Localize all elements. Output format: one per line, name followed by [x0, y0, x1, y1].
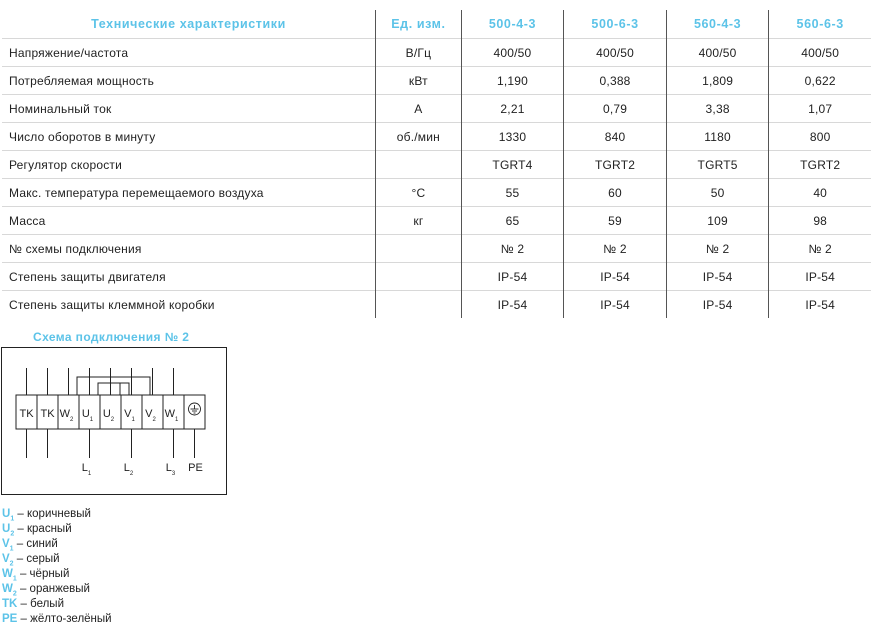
param-value: 800: [769, 123, 871, 151]
param-unit: °С: [376, 179, 462, 207]
param-value: 65: [461, 207, 564, 235]
param-value: IP-54: [461, 291, 564, 319]
param-name: Потребляемая мощность: [2, 67, 376, 95]
param-unit: А: [376, 95, 462, 123]
terminal-label: $V_2$: [145, 408, 156, 423]
terminal-label: $U_2$: [102, 408, 115, 423]
param-value: 1,07: [769, 95, 871, 123]
legend-item: [2, 582, 112, 597]
bridge-links: [77, 377, 150, 395]
param-name: Степень защиты клеммной коробки: [2, 291, 376, 319]
param-value: 840: [564, 123, 667, 151]
table-row: [2, 95, 871, 123]
param-value: 109: [666, 207, 769, 235]
param-name: Напряжение/частота: [2, 39, 376, 67]
param-name: Масса: [2, 207, 376, 235]
param-value: 0,622: [769, 67, 871, 95]
param-value: TGRT2: [769, 151, 871, 179]
table-row: [2, 235, 871, 263]
param-value: 59: [564, 207, 667, 235]
param-value: 50: [666, 179, 769, 207]
bridge-link-u1-u2: [98, 383, 120, 395]
header-unit: Ед. изм.: [376, 10, 462, 39]
table-row: [2, 263, 871, 291]
param-value: TGRT4: [461, 151, 564, 179]
wiring-diagram: [0, 346, 230, 498]
specs-table: [2, 10, 871, 318]
param-value: IP-54: [769, 263, 871, 291]
header-params: Технические характеристики: [91, 17, 286, 31]
param-value: IP-54: [564, 263, 667, 291]
bridge-link-u2-v1: [120, 383, 129, 395]
param-unit: [376, 235, 462, 263]
table-row: [2, 39, 871, 67]
param-unit: [376, 263, 462, 291]
header-model-2: 500-6-3: [564, 10, 667, 39]
legend-text: – красный: [14, 523, 72, 535]
legend-text: – синий: [13, 538, 58, 550]
legend-code: $U_1$: [2, 508, 15, 523]
param-value: 40: [769, 179, 871, 207]
legend-text: – белый: [17, 598, 65, 610]
legend-text: – коричневый: [14, 508, 91, 520]
param-value: 1,190: [461, 67, 564, 95]
table-row: [2, 207, 871, 235]
legend-code: PE: [2, 613, 18, 625]
terminal-label: TK: [19, 408, 34, 420]
legend-item: [2, 552, 112, 567]
table-row: [2, 67, 871, 95]
supply-line-label: $L_1$: [81, 462, 92, 477]
terminal-label: $U_1$: [81, 408, 94, 423]
header-model-1: 500-4-3: [461, 10, 564, 39]
table-row: [2, 123, 871, 151]
table-row: [2, 291, 871, 319]
legend-item: [2, 567, 112, 582]
terminal-label: $W_2$: [59, 408, 74, 423]
param-value: 3,38: [666, 95, 769, 123]
param-value: IP-54: [769, 291, 871, 319]
param-value: IP-54: [461, 263, 564, 291]
param-value: 1,809: [666, 67, 769, 95]
param-value: IP-54: [564, 291, 667, 319]
ground-symbol-icon: [189, 403, 201, 415]
param-value: № 2: [461, 235, 564, 263]
legend-text: – чёрный: [16, 568, 70, 580]
legend-code: $V_2$: [2, 553, 14, 568]
param-unit: кг: [376, 207, 462, 235]
param-unit: В/Гц: [376, 39, 462, 67]
scheme-title: Схема подключения № 2: [33, 330, 190, 344]
param-name: Номинальный ток: [2, 95, 376, 123]
terminal-cell: [184, 395, 205, 429]
param-name: Макс. температура перемещаемого воздуха: [2, 179, 376, 207]
param-name: Число оборотов в минуту: [2, 123, 376, 151]
terminal-label: $V_1$: [124, 408, 135, 423]
param-value: 60: [564, 179, 667, 207]
param-name: Регулятор скорости: [2, 151, 376, 179]
legend-code: TK: [2, 598, 18, 610]
param-value: TGRT5: [666, 151, 769, 179]
header-model-4: 560-6-3: [769, 10, 871, 39]
param-unit: [376, 151, 462, 179]
legend-item: [2, 597, 112, 612]
supply-lines: [27, 429, 203, 477]
legend-code: $W_1$: [2, 568, 17, 583]
param-value: TGRT2: [564, 151, 667, 179]
param-value: IP-54: [666, 291, 769, 319]
param-unit: [376, 291, 462, 319]
param-value: № 2: [564, 235, 667, 263]
param-value: 0,388: [564, 67, 667, 95]
supply-line-label: $L_2$: [123, 462, 134, 477]
legend-item: [2, 612, 112, 627]
param-value: 55: [461, 179, 564, 207]
legend-code: $V_1$: [2, 538, 14, 553]
param-name: № схемы подключения: [2, 235, 376, 263]
table-row: [2, 151, 871, 179]
supply-line-label: PE: [188, 462, 203, 474]
legend-text: – серый: [13, 553, 60, 565]
param-value: № 2: [769, 235, 871, 263]
legend-item: [2, 537, 112, 552]
legend-code: $U_2$: [2, 523, 15, 538]
terminal-label: TK: [40, 408, 55, 420]
table-row: [2, 179, 871, 207]
table-header-row: [2, 10, 871, 39]
param-value: 2,21: [461, 95, 564, 123]
legend-text: – оранжевый: [16, 583, 90, 595]
param-value: 400/50: [461, 39, 564, 67]
param-value: 400/50: [769, 39, 871, 67]
param-unit: об./мин: [376, 123, 462, 151]
param-value: 98: [769, 207, 871, 235]
param-value: 400/50: [564, 39, 667, 67]
legend-code: $W_2$: [2, 583, 17, 598]
param-value: IP-54: [666, 263, 769, 291]
param-unit: кВт: [376, 67, 462, 95]
legend-text: – жёлто-зелёный: [17, 613, 112, 625]
terminal-label: $W_1$: [164, 408, 179, 423]
bridge-link-w2-v2: [77, 377, 150, 395]
param-value: 1180: [666, 123, 769, 151]
color-legend: [2, 507, 112, 627]
param-value: 400/50: [666, 39, 769, 67]
legend-item: [2, 507, 112, 522]
param-value: 1330: [461, 123, 564, 151]
header-model-3: 560-4-3: [666, 10, 769, 39]
legend-item: [2, 522, 112, 537]
supply-line-label: $L_3$: [165, 462, 176, 477]
param-value: № 2: [666, 235, 769, 263]
param-value: 0,79: [564, 95, 667, 123]
param-name: Степень защиты двигателя: [2, 263, 376, 291]
